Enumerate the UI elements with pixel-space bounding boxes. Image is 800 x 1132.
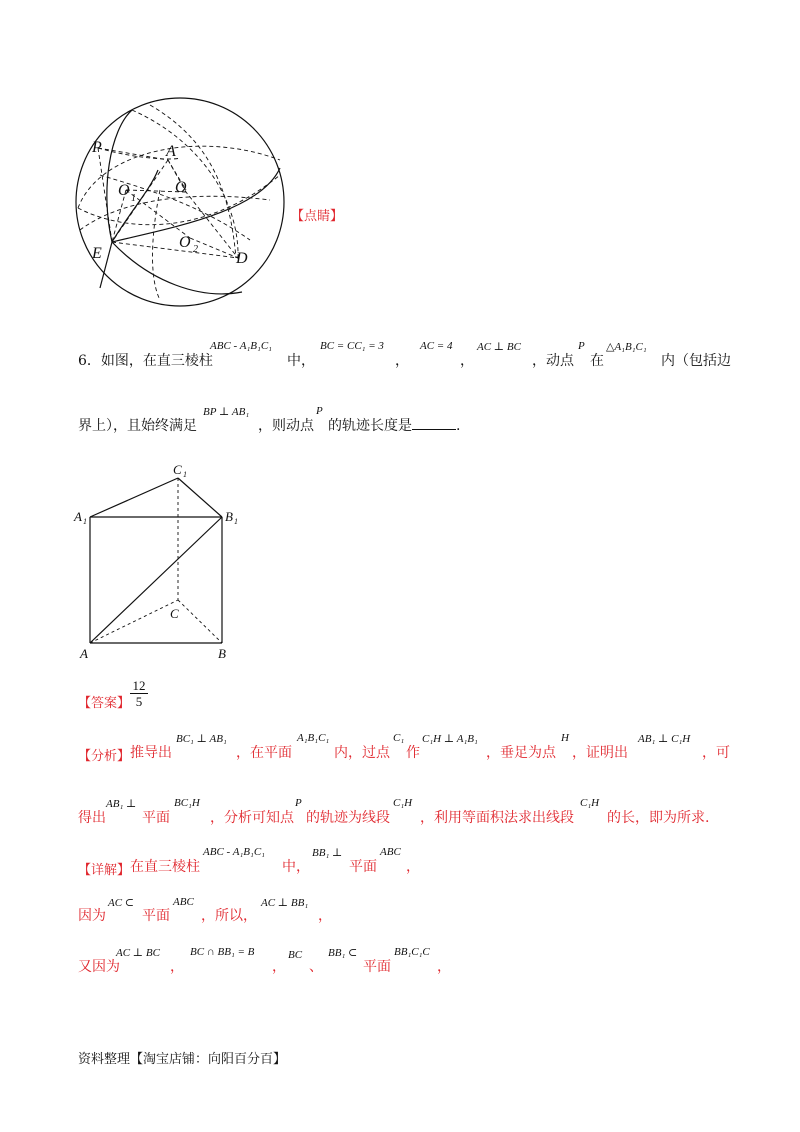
- label-d: D: [236, 250, 248, 267]
- p6-len-text: 的轨迹长度是: [328, 418, 412, 434]
- an-l2-e1: AB₁ ⊥: [106, 798, 137, 810]
- label-o2: O: [179, 234, 191, 251]
- de-e1: ABC - A₁B₁C₁: [203, 846, 265, 858]
- de-t2: 中，: [282, 859, 310, 875]
- p6-zhong: 中，: [287, 353, 315, 369]
- problem6-line1: [78, 352, 213, 370]
- de-l3-e3: BC: [288, 949, 303, 961]
- answer-denominator: 5: [135, 694, 143, 709]
- label-o2-sub: 2: [193, 244, 198, 255]
- an-l2-e4: C₁H: [393, 797, 413, 809]
- an-t4: 作: [406, 745, 420, 761]
- an-t5: ，垂足为点: [486, 745, 556, 761]
- de-l3-e5: BB₁C₁C: [394, 946, 430, 958]
- an-e6: AB₁ ⊥ C₁H: [638, 733, 691, 745]
- prism-figure: [70, 460, 250, 665]
- an-l2-t1: 得出: [78, 810, 106, 826]
- an-l2-t2: 平面: [142, 810, 170, 826]
- label-c: C: [170, 606, 179, 621]
- answer-fraction: [130, 678, 148, 709]
- de-l2-e1: AC ⊂: [108, 897, 135, 909]
- de-l3-t4: 、: [309, 959, 323, 975]
- label-a: A: [80, 646, 88, 661]
- de-t4: ，: [406, 859, 420, 875]
- de-l2-t2: 平面: [142, 908, 170, 924]
- label-o1: O: [118, 182, 130, 199]
- de-l3-t1: 又因为: [78, 959, 120, 975]
- de-l3-t5: 平面: [363, 959, 391, 975]
- an-l2-t5: ，利用等面积法求出线段: [420, 810, 574, 826]
- an-e1: BC₁ ⊥ AB₁: [176, 733, 227, 745]
- de-l3-e2: BC ∩ BB₁ = B: [190, 946, 255, 958]
- p6-end: .: [456, 418, 461, 434]
- label-c1: C: [173, 462, 182, 477]
- an-l2-t4: 的轨迹为线段: [306, 810, 390, 826]
- an-l2-e3: P: [295, 797, 302, 809]
- p6-zai: 在: [590, 353, 604, 369]
- answer-label: 【答案】: [78, 696, 131, 711]
- de-l3-t2: ，: [170, 959, 184, 975]
- de-l3-e4: BB₁ ⊂: [328, 947, 358, 959]
- de-t3: 平面: [349, 859, 377, 875]
- de-l2-e2: ABC: [173, 896, 194, 908]
- sphere-figure: [70, 95, 295, 310]
- p6-comma2: ，: [460, 353, 474, 369]
- an-t1: 推导出: [130, 745, 172, 761]
- label-a1-sub: 1: [83, 517, 87, 526]
- p6-expr-tri: △A₁B₁C₁: [606, 341, 647, 353]
- label-o: O: [175, 179, 187, 196]
- an-l2-e5: C₁H: [580, 797, 600, 809]
- label-b: B: [218, 646, 226, 661]
- an-e4: C₁H ⊥ A₁B₁: [422, 733, 478, 745]
- p6-comma1: ，: [395, 353, 409, 369]
- detail-label: 【详解】: [78, 863, 131, 878]
- de-l3-t3: ，: [272, 959, 286, 975]
- an-t7: ，可: [702, 745, 730, 761]
- an-e5: H: [561, 732, 569, 744]
- de-l2-t1: 因为: [78, 908, 106, 924]
- label-p: P: [92, 139, 102, 156]
- answer-numerator: 12: [132, 678, 146, 693]
- p6-expr-p2: P: [316, 405, 323, 417]
- de-e2: BB₁ ⊥: [312, 847, 343, 859]
- sphere-labels: [91, 139, 248, 267]
- p6-expr-bp: BP ⊥ AB₁: [203, 406, 250, 418]
- dianjing-label: 【点睛】: [291, 209, 344, 224]
- p6-len: [328, 417, 460, 435]
- answer-blank: [412, 417, 456, 430]
- de-l3-t6: ，: [437, 959, 451, 975]
- label-o1-sub: 1: [131, 193, 136, 204]
- an-e3: C₁: [393, 732, 405, 744]
- label-b1: B: [225, 509, 233, 524]
- an-e2: A₁B₁C₁: [297, 732, 330, 744]
- p6-ze: ，则动点: [258, 418, 314, 434]
- de-l2-t4: ，: [318, 908, 332, 924]
- p6-dongdian: ，动点: [532, 353, 574, 369]
- label-a1: A: [74, 509, 82, 524]
- analysis-label: 【分析】: [78, 749, 131, 764]
- p6-expr-prism: ABC - A₁B₁C₁: [210, 340, 272, 352]
- p6-expr-p: P: [578, 340, 585, 352]
- p6-expr-bc: BC = CC₁ = 3: [320, 340, 384, 352]
- an-l2-t3: ，分析可知点: [210, 810, 294, 826]
- de-l3-e1: AC ⊥ BC: [116, 947, 160, 959]
- p6-line2-prefix: 界上），且始终满足: [78, 418, 197, 434]
- p6-nei: 内（包括边: [661, 353, 731, 369]
- label-b1-sub: 1: [234, 517, 238, 526]
- p6-expr-ac: AC = 4: [420, 340, 453, 352]
- de-l2-t3: ，所以，: [201, 908, 257, 924]
- an-l2-e2: BC₁H: [174, 797, 200, 809]
- footer-text: 资料整理【淘宝店铺：向阳百分百】: [78, 1052, 287, 1067]
- label-e: E: [92, 245, 102, 262]
- p6-expr-perp: AC ⊥ BC: [477, 341, 521, 353]
- an-t6: ，证明出: [572, 745, 628, 761]
- p6-prefix: 6．如图，在直三棱柱: [78, 353, 213, 369]
- de-e3: ABC: [380, 846, 401, 858]
- an-t3: 内，过点: [334, 745, 390, 761]
- an-l2-t6: 的长，即为所求.: [607, 810, 710, 826]
- label-a: A: [166, 143, 176, 160]
- an-t2: ，在平面: [236, 745, 292, 761]
- de-t1: 在直三棱柱: [130, 859, 200, 875]
- de-l2-e3: AC ⊥ BB₁: [261, 897, 309, 909]
- label-c1-sub: 1: [183, 470, 187, 479]
